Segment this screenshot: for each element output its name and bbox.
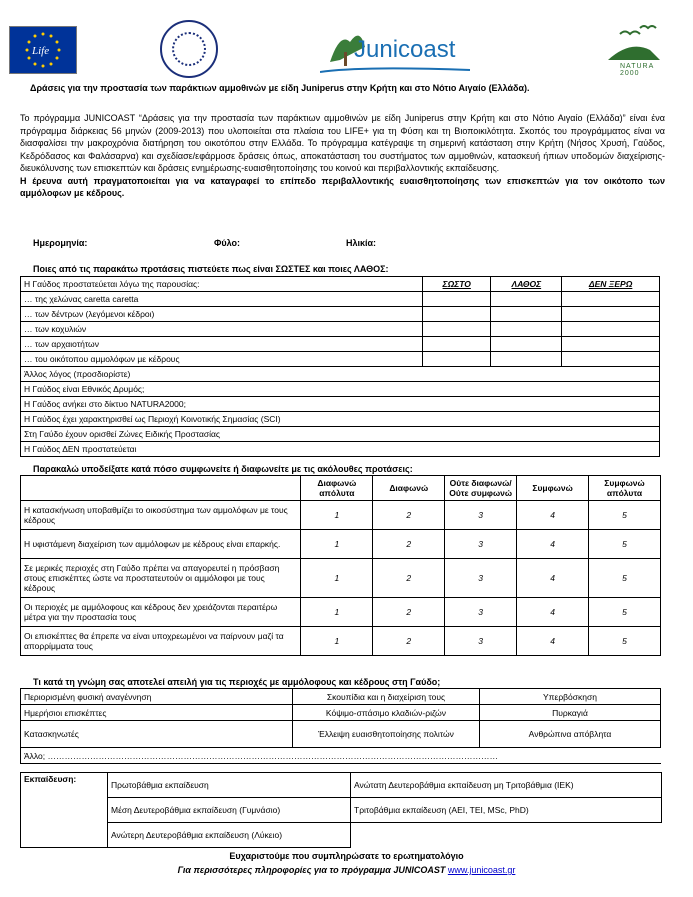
footer-more-text: Για περισσότερες πληροφορίες για το πρόγραμμα JUNICOAST xyxy=(177,865,446,875)
table-row xyxy=(21,412,660,427)
intro-section xyxy=(20,112,665,200)
scale-1[interactable]: 1 xyxy=(301,530,373,559)
answer-cell[interactable] xyxy=(491,307,562,322)
scale-2[interactable]: 2 xyxy=(373,501,445,530)
col-agree: Συμφωνώ xyxy=(517,476,589,501)
q1-statement: Η Γαύδος έχει χαρακτηρισθεί ως Περιοχή Κοινοτικής Σημασίας (SCI) xyxy=(21,412,660,427)
q1-statement: … της χελώνας caretta caretta xyxy=(21,292,423,307)
table-row xyxy=(21,598,661,627)
q1-statement: Στη Γαύδο έχουν ορισθεί Ζώνες Ειδικής Προστασίας xyxy=(21,427,660,442)
seal-ring-icon xyxy=(172,32,206,66)
natura-birds-icon xyxy=(600,20,670,64)
education-option[interactable]: Μέση Δευτεροβάθμια εκπαίδευση (Γυμνάσιο) xyxy=(108,798,351,823)
table-row xyxy=(21,689,661,705)
logo-bar xyxy=(0,20,693,80)
answer-cell[interactable] xyxy=(423,307,491,322)
answer-cell[interactable] xyxy=(491,352,562,367)
education-option[interactable]: Ανώτατη Δευτεροβάθμια εκπαίδευση μη Τριτοβάθμια (ΙΕΚ) xyxy=(351,773,662,798)
answer-cell[interactable] xyxy=(491,292,562,307)
q1-statement: … των κοχυλιών xyxy=(21,322,423,337)
empty-cell xyxy=(351,823,662,848)
scale-5[interactable]: 5 xyxy=(589,598,661,627)
threat-option[interactable]: Κόψιμο-σπάσιμο κλαδιών-ριζών xyxy=(293,705,480,721)
q1-statement: Η Γαύδος ΔΕΝ προστατεύεται xyxy=(21,442,660,457)
q1-statement: Άλλος λόγος (προσδιορίστε) xyxy=(21,367,660,382)
scale-4[interactable]: 4 xyxy=(517,501,589,530)
q1-statement: Η Γαύδος ανήκει στο δίκτυο NATURA2000; xyxy=(21,397,660,412)
q2-header-row xyxy=(21,476,661,501)
answer-cell[interactable] xyxy=(562,307,660,322)
scale-5[interactable]: 5 xyxy=(589,530,661,559)
table-row xyxy=(21,427,660,442)
col-right: ΣΩΣΤΟ xyxy=(423,277,491,292)
answer-cell[interactable] xyxy=(491,337,562,352)
col-wrong: ΛΑΘΟΣ xyxy=(491,277,562,292)
table-row xyxy=(21,798,662,823)
footer-thanks: Ευχαριστούμε που συμπληρώσατε το ερωτηματολόγιο xyxy=(229,851,464,861)
table-row xyxy=(21,397,660,412)
q3-title: Τι κατά τη γνώμη σας αποτελεί απειλή για τις περιοχές με αμμόλοφους και κέδρους στη Γαύδο; xyxy=(33,677,441,687)
q1-statement: Η Γαύδος είναι Εθνικός Δρυμός; xyxy=(21,382,660,397)
education-option[interactable]: Πρωτοβάθμια εκπαίδευση xyxy=(108,773,351,798)
q1-table xyxy=(20,276,660,457)
table-row xyxy=(21,382,660,397)
threat-other-field[interactable]: Άλλο; …………………………………………………………………………………………………………………………………………… xyxy=(21,748,661,764)
threat-option[interactable]: Έλλειψη ευαισθητοποίησης πολιτών xyxy=(293,721,480,748)
junicoast-wordmark: Junicoast xyxy=(354,36,456,63)
table-row xyxy=(21,705,661,721)
threat-option[interactable]: Πυρκαγιά xyxy=(480,705,661,721)
threat-option[interactable]: Ημερήσιοι επισκέπτες xyxy=(21,705,293,721)
eu-life-logo xyxy=(9,26,77,74)
scale-4[interactable]: 4 xyxy=(517,530,589,559)
ministry-seal-logo xyxy=(160,20,218,78)
col-strongly-disagree: Διαφωνώ απόλυτα xyxy=(301,476,373,501)
table-row xyxy=(21,367,660,382)
answer-cell[interactable] xyxy=(562,352,660,367)
age-label: Ηλικία: xyxy=(346,238,377,248)
q1-header-row xyxy=(21,277,660,292)
col-neutral: Ούτε διαφωνώ/ Ούτε συμφωνώ xyxy=(445,476,517,501)
scale-5[interactable]: 5 xyxy=(589,501,661,530)
q2-title: Παρακαλώ υποδείξατε κατά πόσο συμφωνείτε ή διαφωνείτε με τις ακόλουθες προτάσεις: xyxy=(33,464,413,474)
q1-title: Ποιες από τις παρακάτω προτάσεις πιστεύετε πως είναι ΣΩΣΤΕΣ και ποιες ΛΑΘΟΣ: xyxy=(33,264,389,274)
table-row xyxy=(21,559,661,598)
scale-1[interactable]: 1 xyxy=(301,501,373,530)
q2-statement: Σε μερικές περιοχές στη Γαύδο πρέπει να απαγορευτεί η πρόσβαση στους επισκέπτες ώστε να προστατευτούν οι αμμόλοφοι με τους κέδρους xyxy=(21,559,301,598)
table-row xyxy=(21,748,661,764)
scale-3[interactable]: 3 xyxy=(445,559,517,598)
table-row xyxy=(21,337,660,352)
answer-cell[interactable] xyxy=(423,337,491,352)
life-text: Life xyxy=(32,45,50,57)
table-row xyxy=(21,627,661,656)
col-strongly-agree: Συμφωνώ απόλυτα xyxy=(589,476,661,501)
answer-cell[interactable] xyxy=(562,337,660,352)
scale-2[interactable]: 2 xyxy=(373,598,445,627)
threat-option[interactable]: Περιορισμένη φυσική αναγέννηση xyxy=(21,689,293,705)
scale-2[interactable]: 2 xyxy=(373,559,445,598)
scale-1[interactable]: 1 xyxy=(301,598,373,627)
education-option[interactable]: Ανώτερη Δευτεροβάθμια εκπαίδευση (Λύκειο) xyxy=(108,823,351,848)
col-disagree: Διαφωνώ xyxy=(373,476,445,501)
answer-cell[interactable] xyxy=(491,322,562,337)
table-row xyxy=(21,773,662,798)
education-table xyxy=(20,772,662,848)
junicoast-logo xyxy=(320,22,480,78)
scale-3[interactable]: 3 xyxy=(445,627,517,656)
answer-cell[interactable] xyxy=(562,292,660,307)
q1-statement: … του οικότοπου αμμολόφων με κέδρους xyxy=(21,352,423,367)
table-row xyxy=(21,721,661,748)
q2-statement: Οι επισκέπτες θα έπρεπε να είναι υποχρεωμένοι να παίρνουν μαζί τα απορρίμματα τους xyxy=(21,627,301,656)
education-option[interactable]: Τριτοβάθμια εκπαίδευση (ΑΕΙ, ΤΕΙ, MSc, PhD) xyxy=(351,798,662,823)
q2-table xyxy=(20,475,661,656)
answer-cell[interactable] xyxy=(423,322,491,337)
scale-1[interactable]: 1 xyxy=(301,559,373,598)
col-dontknow: ΔΕΝ ΞΕΡΩ xyxy=(562,277,660,292)
document-title: Δράσεις για την προστασία των παράκτιων αμμοθινών με είδη Juniperus στην Κρήτη και στο Νότιο Αιγαίο (Ελλάδα). xyxy=(30,83,530,93)
scale-4[interactable]: 4 xyxy=(517,627,589,656)
table-row xyxy=(21,530,661,559)
q2-empty-head xyxy=(21,476,301,501)
scale-2[interactable]: 2 xyxy=(373,530,445,559)
scale-3[interactable]: 3 xyxy=(445,501,517,530)
threat-option[interactable]: Υπερβόσκηση xyxy=(480,689,661,705)
scale-2[interactable]: 2 xyxy=(373,627,445,656)
scale-5[interactable]: 5 xyxy=(589,627,661,656)
q1-head: Η Γαύδος προστατεύεται λόγω της παρουσίας: xyxy=(21,277,423,292)
q3-table xyxy=(20,688,661,764)
table-row xyxy=(21,322,660,337)
intro-paragraph: Το πρόγραμμα JUNICOAST “Δράσεις για την προστασία των παράκτιων αμμοθινών με είδη Juniperus στην Κρήτη και στο Νότιο Αιγαίο (Ελλάδα)” είναι ένα πρόγραμμα διάρκειας 56 μηνών (2009-2013) που υλοποιείται στα πλαίσια του LIFE+ για τη Φύση και τη Βιοποικιλότητα. Σκοπός του προγράμματος είναι να διασφαλίσει την μακροχρόνια διατήρηση του οικοτόπου στην Ελλάδα. Το πρόγραμμα κατέγραψε τη σημερινή κατάσταση στην Κρήτη (Νήσος Χρυσή, Γαύδος, Κεδρόδασος και Φαλάσαρνα) και σχεδίασε/εφάρμοσε δράσεις όπως, αποκατάσταση του συστήματος των αμμοθινών, κατασκευή ήπιων υποδομών διαχείρισης-διευκόλυνσης των επισκεπτών και δράσεις ενημέρωσης-ευαισθητοποίησης του κοινού και περιβαλλοντικής εκπαίδευσης. xyxy=(20,113,665,173)
scale-4[interactable]: 4 xyxy=(517,598,589,627)
intro-purpose: Η έρευνα αυτή πραγματοποιείται για να καταγραφεί το επίπεδο περιβαλλοντικής ευαισθητοποίησης των επισκεπτών για τον οικότοπο των αμμόλοφων με κέδρους. xyxy=(20,175,665,198)
q2-statement: Η υφιστάμενη διαχείριση των αμμόλοφων με κέδρους είναι επαρκής. xyxy=(21,530,301,559)
table-row xyxy=(21,352,660,367)
threat-option[interactable]: Σκουπίδια και η διαχείριση τους xyxy=(293,689,480,705)
q2-statement: Η κατασκήνωση υποβαθμίζει το οικοσύστημα των αμμολόφων με τους κέδρους xyxy=(21,501,301,530)
table-row xyxy=(21,823,662,848)
scale-5[interactable]: 5 xyxy=(589,559,661,598)
threat-option[interactable]: Κατασκηνωτές xyxy=(21,721,293,748)
q2-statement: Οι περιοχές με αμμόλοφους και κέδρους δεν χρειάζονται περαιτέρω μέτρα για την προστασία τους xyxy=(21,598,301,627)
natura-text: NATURA 2000 xyxy=(620,63,654,77)
date-label: Ημερομηνία: xyxy=(33,238,88,248)
table-row xyxy=(21,501,661,530)
table-row xyxy=(21,292,660,307)
eu-stars-icon xyxy=(10,27,76,73)
scale-4[interactable]: 4 xyxy=(517,559,589,598)
threat-option[interactable]: Ανθρώπινα απόβλητα xyxy=(480,721,661,748)
answer-cell[interactable] xyxy=(423,292,491,307)
q1-statement: … των δέντρων (λεγόμενοι κέδροι) xyxy=(21,307,423,322)
scale-1[interactable]: 1 xyxy=(301,627,373,656)
scale-3[interactable]: 3 xyxy=(445,598,517,627)
footer-info xyxy=(0,865,693,875)
q1-statement: … των αρχαιοτήτων xyxy=(21,337,423,352)
education-label: Εκπαίδευση: xyxy=(21,773,108,848)
answer-cell[interactable] xyxy=(423,352,491,367)
sex-label: Φύλο: xyxy=(214,238,241,248)
website-link[interactable]: www.junicoast.gr xyxy=(447,865,516,875)
scale-3[interactable]: 3 xyxy=(445,530,517,559)
table-row xyxy=(21,307,660,322)
table-row xyxy=(21,442,660,457)
answer-cell[interactable] xyxy=(562,322,660,337)
natura-2000-logo xyxy=(600,20,670,80)
